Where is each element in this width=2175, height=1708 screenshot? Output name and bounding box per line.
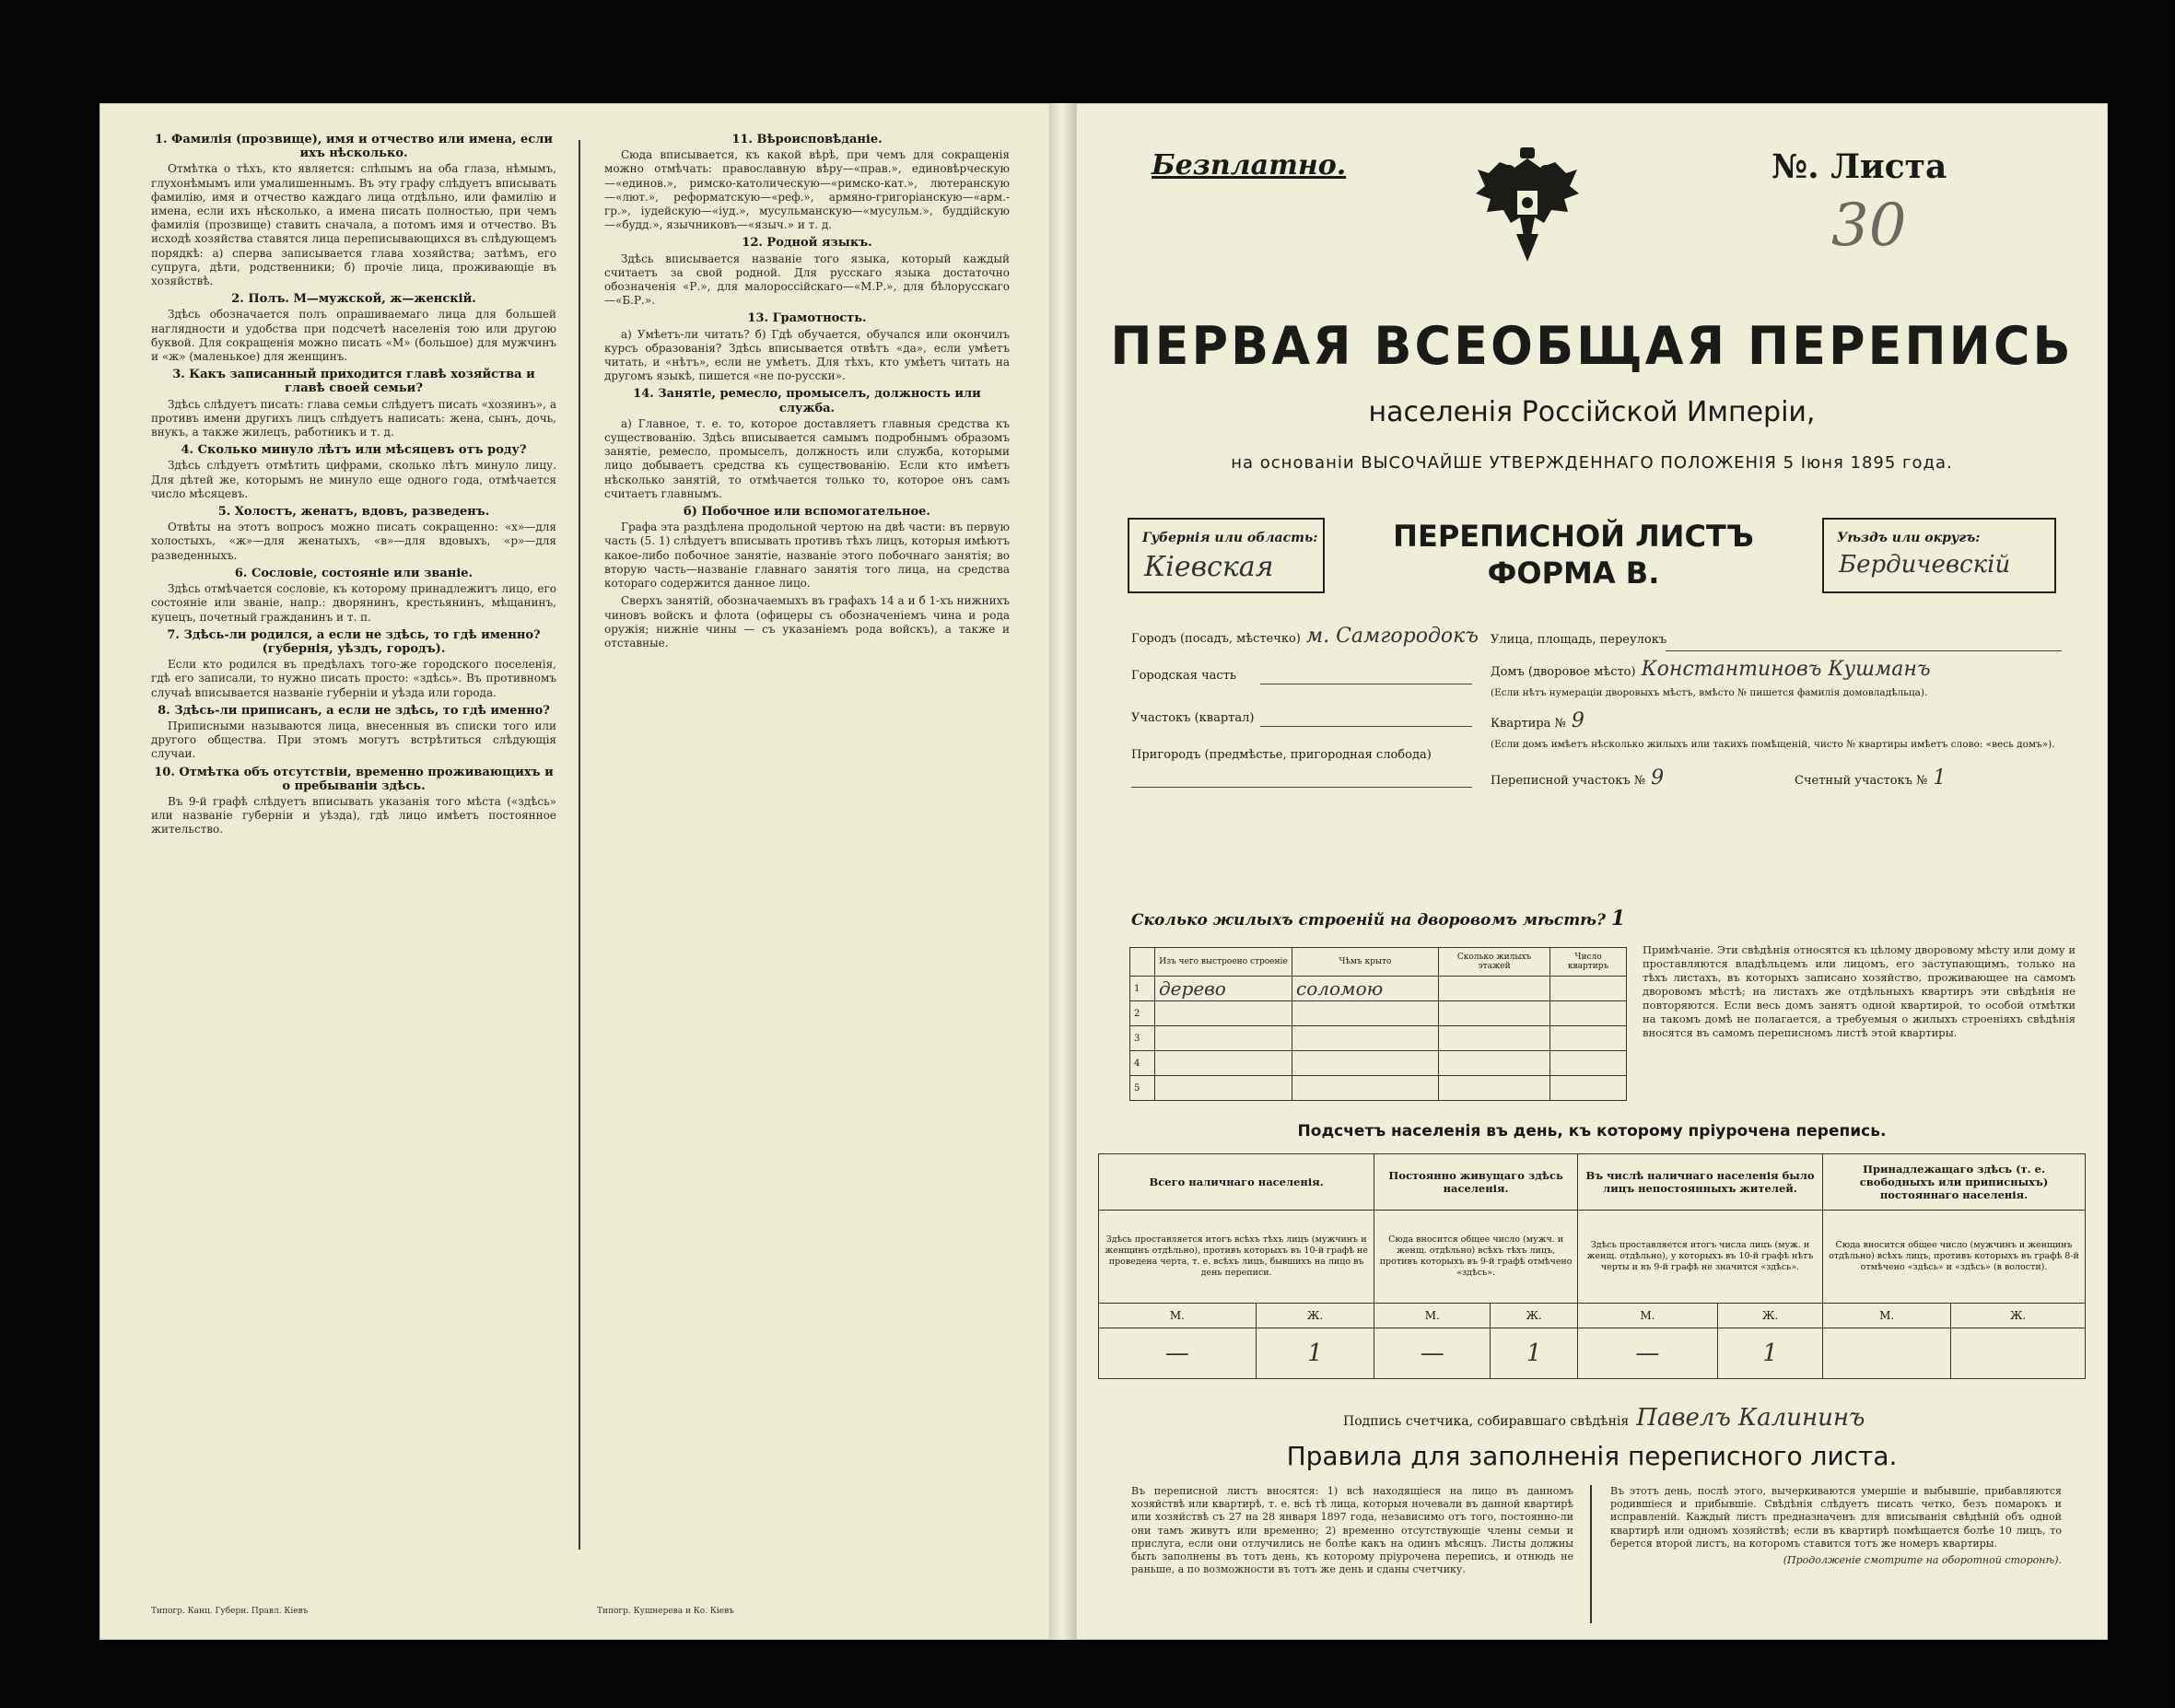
count-value-cell[interactable] — [1823, 1328, 1951, 1379]
right-section-extra — [604, 594, 1010, 650]
male-header: М. — [1577, 1304, 1717, 1328]
table-header-number — [1130, 948, 1155, 977]
apartments-cell[interactable] — [1550, 977, 1627, 1001]
section-text: Здѣсь отмѣчается сословіе, къ которому принадлежитъ лицо, его состояніе или званіе, напр.: дворянинъ, крестьянинъ, мѣщанинъ, купецъ, почетный гражданинъ и т. п. — [151, 582, 556, 624]
rules-text-right-body: Въ этотъ день, послѣ этого, вычеркиваются умершіе и выбывшіе, прибавляются родившіеся и прибывшіе. Свѣдѣнія слѣдуетъ писать четко, безъ помарокъ и исправленій. Каждый листъ предназначенъ для вписыванія свѣдѣній объ одной квартирѣ или одномъ хозяйствѣ; если въ квартирѣ помѣщается болѣе 10 лицъ, то берется второй листъ, на которомъ ставится тотъ же номеръ квартиры. — [1610, 1485, 2062, 1550]
signature-label: Подпись счетчика, собиравшаго свѣдѣнія — [1343, 1414, 1630, 1429]
left-section-4 — [151, 443, 556, 501]
section-title: 11. Вѣроисповѣданіе. — [731, 133, 883, 146]
roof-cell[interactable] — [1292, 1051, 1439, 1076]
table-row — [1130, 977, 1627, 1001]
right-page — [1076, 103, 2108, 1640]
roof-cell[interactable]: соломою — [1292, 977, 1439, 1001]
section-text: Здѣсь слѣдуетъ писать: глава семьи слѣдуетъ писать «хозяинъ», а противъ имени другихъ лицъ слѣдуетъ написать: жена, сынъ, дочь, внукъ, а также жилецъ, работникъ и т. д. — [151, 397, 556, 439]
rules-text-right — [1610, 1485, 2062, 1623]
apartments-cell[interactable] — [1550, 1026, 1627, 1051]
printer-imprint-left: Типогр. Канц. Губерн. Правл. Кіевъ — [151, 1607, 309, 1616]
count-value-cell[interactable]: 1 — [1717, 1328, 1822, 1379]
town-field[interactable] — [1131, 625, 1479, 648]
section-text: а) Умѣетъ-ли читать? б) Гдѣ обучается, обучался или окончилъ курсъ образованія? Здѣсь вписывается отвѣтъ «да», если умѣетъ читать, и «нѣтъ», если не умѣетъ. Для тѣхъ, кто умѣетъ читать на другомъ языкѣ, пишется «не по-русски». — [604, 327, 1010, 383]
rules-title: Правила для заполненія переписного листа. — [1286, 1441, 1898, 1471]
apartments-cell[interactable] — [1550, 1051, 1627, 1076]
section-text: Графа эта раздѣлена продольной чертою на двѣ части: въ первую часть (5. 1) слѣдуетъ вписывать противъ тѣхъ лицъ, которыя имѣютъ какое-либо побочное занятіе, названіе этого побочнаго занятія; во вторую часть—названіе главнаго занятія того лица, на средства котораго содержится данное лицо. — [604, 521, 1010, 591]
right-section-11 — [604, 133, 1010, 232]
count-header: Въ числѣ наличнаго населенія было лицъ непостоянныхъ жителей. — [1577, 1154, 1822, 1211]
rules-divider — [1590, 1485, 1592, 1623]
house-value: Константиновъ Кушманъ — [1641, 658, 1931, 681]
material-cell[interactable] — [1155, 1001, 1292, 1026]
apartment-label: Квартира № — [1491, 717, 1566, 731]
material-cell[interactable] — [1155, 1076, 1292, 1101]
table-header-row — [1130, 948, 1627, 977]
count-description: Сюда вносится общее число (мужч. и женщ. отдѣльно) всѣхъ тѣхъ лицъ, противъ которыхъ въ 9-й графѣ отмѣчено «здѣсь». — [1374, 1211, 1578, 1304]
sheet-number-value[interactable]: 30 — [1831, 192, 1907, 260]
left-section-10 — [151, 766, 556, 837]
count-description: Здѣсь проставляется итогъ числа лицъ (муж. и женщ. отдѣльно), у которыхъ въ 10-й графѣ нѣтъ черты и въ 9-й графѣ не значится «здѣсь». — [1577, 1211, 1822, 1304]
left-section-1 — [151, 133, 556, 288]
roof-cell[interactable] — [1292, 1026, 1439, 1051]
section-title: 12. Родной языкъ. — [742, 236, 872, 251]
row-number: 2 — [1130, 1001, 1155, 1026]
sheet-number-label: №. Листа — [1772, 147, 1947, 186]
census-area-field[interactable] — [1491, 766, 1664, 790]
section-title: б) Побочное или вспомогательное. — [684, 505, 930, 520]
signature-line — [1343, 1404, 1865, 1432]
left-column-instructions — [151, 129, 556, 1566]
right-section-12 — [604, 236, 1010, 308]
census-subtitle: населенія Россійской Имперіи, — [1368, 396, 1816, 428]
count-sex-row — [1099, 1304, 2086, 1328]
floors-cell[interactable] — [1439, 1001, 1550, 1026]
material-cell[interactable]: дерево — [1155, 977, 1292, 1001]
province-value[interactable]: Кіевская — [1144, 551, 1274, 583]
page-fold — [1050, 103, 1076, 1640]
street-label: Улица, площадь, переулокъ — [1491, 633, 1667, 647]
row-number: 5 — [1130, 1076, 1155, 1101]
town-value: м. Самгородокъ — [1305, 625, 1479, 648]
section-text: Отмѣтка о тѣхъ, кто является: слѣпымъ на оба глаза, нѣмымъ, глухонѣмымъ или умалишеннымъ. Въ эту графу слѣдуетъ вписывать фамилію, имя и отчество каждаго лица отдѣльно, или фамилію и имена, если ихъ нѣсколько, а имена писать полностью, при чемъ фамилія (прозвище) ставить сначала, а потомъ имя и отчество. Въ исходѣ хозяйства ставятся лица переписывающихся въ слѣдующемъ порядкѣ: а) сперва записывается глава хозяйства; затѣмъ, его супруга, дѣти, родственники; б) прочіе лица, проживающіе въ хозяйствѣ. — [151, 162, 556, 288]
apartments-cell[interactable] — [1550, 1076, 1627, 1101]
suburb-field[interactable] — [1131, 748, 1432, 762]
right-section-14 — [604, 387, 1010, 501]
count-value-cell[interactable]: — — [1099, 1328, 1257, 1379]
section-text: Если кто родился въ предѣлахъ того-же городского поселенія, гдѣ его записали, то нужно писать просто: «здѣсь». Въ противномъ случаѣ вписывается названіе губерніи и уѣзда или города. — [151, 658, 556, 699]
floors-cell[interactable] — [1439, 977, 1550, 1001]
section-title: 4. Сколько минуло лѣтъ или мѣсяцевъ отъ роду? — [181, 443, 527, 458]
count-header-row — [1099, 1154, 2086, 1211]
counting-area-field[interactable] — [1795, 766, 1946, 790]
row-number: 4 — [1130, 1051, 1155, 1076]
free-label: Безплатно. — [1152, 149, 1347, 181]
section-text: Здѣсь обозначается полъ опрашиваемаго лица для большей наглядности и удобства при подсчетѣ населенія тою или другою буквой. Для сокращенія можно писать «М» (большое) для мужчинъ и «ж» (маленькое) для женщинъ. — [151, 308, 556, 364]
section-title: 2. Полъ. М—мужской, ж—женскій. — [231, 292, 476, 307]
row-number: 1 — [1130, 977, 1155, 1001]
city-part-label: Городская часть — [1131, 669, 1236, 683]
rules-text-left: Въ переписной листъ вносятся: 1) всѣ находящіеся на лицо въ данномъ хозяйствѣ или квартирѣ, т. е. всѣ тѣ лица, которыя ночевали въ данной квартирѣ или хозяйствѣ съ 27 на 28 января 1897 года, независимо отъ того, постоянно-ли они тамъ живутъ или временно; 2) временно отсутствующіе члены семьи и прислуга, если они отлучились не болѣе какъ на одинъ мѣсяцъ. Листы должны быть заполнены въ тотъ день, къ которому пріурочена перепись, и отнюдь не раньше, а по возможности въ тотъ же день и сданы счетчику. — [1131, 1485, 1573, 1576]
male-header: М. — [1099, 1304, 1257, 1328]
suburb-label: Пригородъ (предмѣстье, пригородная слобода) — [1131, 748, 1432, 762]
census-title: ПЕРВАЯ ВСЕОБЩАЯ ПЕРЕПИСЬ — [1110, 315, 2074, 377]
table-row — [1130, 1001, 1627, 1026]
house-label: Домъ (дворовое мѣсто) — [1491, 665, 1636, 679]
district-value[interactable]: Бердичевскій — [1839, 551, 2011, 579]
left-section-5 — [151, 505, 556, 563]
male-header: М. — [1823, 1304, 1951, 1328]
material-cell[interactable] — [1155, 1051, 1292, 1076]
street-rule — [1666, 650, 2062, 651]
section-title: 5. Холостъ, женатъ, вдовъ, разведенъ. — [217, 505, 490, 520]
count-header: Всего наличнаго населенія. — [1099, 1154, 1374, 1211]
left-section-2 — [151, 292, 556, 364]
count-value-cell[interactable] — [1951, 1328, 2086, 1379]
right-section-13 — [604, 311, 1010, 383]
street-field[interactable] — [1491, 633, 1666, 647]
suburb-rule — [1131, 787, 1472, 788]
left-page — [99, 103, 1050, 1640]
district-label: Уѣздъ или округъ: — [1837, 531, 1981, 545]
section-title: 13. Грамотность. — [747, 311, 867, 326]
apartment-field[interactable] — [1491, 709, 1584, 732]
roof-cell[interactable] — [1292, 1076, 1439, 1101]
form-title-line-1: ПЕРЕПИСНОЙ ЛИСТЪ — [1393, 519, 1754, 554]
count-header: Постоянно живущаго здѣсь населенія. — [1374, 1154, 1578, 1211]
form-title-line-2: ФОРМА В. — [1487, 556, 1660, 591]
apartment-note: (Если домъ имѣетъ нѣсколько жилыхъ или такихъ помѣщеній, чисто № квартиры имѣетъ слово: «весь домъ»). — [1491, 739, 2055, 750]
count-value-cell[interactable]: — — [1374, 1328, 1491, 1379]
house-field[interactable] — [1491, 658, 1931, 681]
count-value-cell[interactable]: 1 — [1491, 1328, 1578, 1379]
buildings-question-text: Сколько жилыхъ строеній на дворовомъ мѣстѣ? — [1131, 911, 1606, 930]
buildings-answer[interactable]: 1 — [1610, 907, 1626, 930]
form-title — [1325, 518, 1822, 591]
apartment-value: 9 — [1571, 709, 1584, 732]
city-part-field[interactable] — [1131, 669, 1236, 683]
female-header: Ж. — [1717, 1304, 1822, 1328]
census-area-label: Переписной участокъ № — [1491, 774, 1646, 788]
section-text: Сверхъ занятій, обозначаемыхъ въ графахъ 14 а и б 1-хъ нижнихъ чиновъ войскъ и флота (офицеры съ обозначеніемъ чина и рода оружія; нижніе чины — съ указаніемъ рода войскъ), а также и отставные. — [604, 594, 1010, 649]
section-title: 7. Здѣсь-ли родился, а если не здѣсь, то гдѣ именно? (губернія, уѣздъ, городъ). — [167, 627, 541, 656]
section-text: Отвѣты на этотъ вопросъ можно писать сокращенно: «х»—для холостыхъ, «ж»—для женатыхъ, «в»—для вдовыхъ, «р»—для разведенныхъ. — [151, 521, 556, 562]
table-header: Чѣмъ крыто — [1292, 948, 1439, 977]
female-header: Ж. — [1491, 1304, 1578, 1328]
left-section-6 — [151, 567, 556, 625]
left-section-8 — [151, 704, 556, 762]
table-header: Сколько жилыхъ этажей — [1439, 948, 1550, 977]
count-header: Принадлежащаго здѣсь (т. е. свободныхъ или приписныхъ) постояннаго населенія. — [1823, 1154, 2086, 1211]
section-text: а) Главное, т. е. то, которое доставляетъ главныя средства къ существованію. Здѣсь вписывается самымъ подробнымъ образомъ занятіе, ремесло, промыселъ, должность или служба, которыми лицо добываетъ средства къ существованію. Если кто имѣетъ нѣсколько занятій, то отмѣчается только то, которое онъ самъ считаетъ главнымъ. — [604, 416, 1010, 500]
house-note: (Если нѣтъ нумераціи дворовыхъ мѣстъ, вмѣсто № пишется фамилія домовладѣльца). — [1491, 687, 1928, 698]
section-label: Участокъ (квартал) — [1131, 711, 1255, 725]
apartments-cell[interactable] — [1550, 1001, 1627, 1026]
buildings-question — [1131, 907, 1625, 930]
table-header: Изъ чего выстроено строеніе — [1155, 948, 1292, 977]
male-header: М. — [1374, 1304, 1491, 1328]
population-count-table — [1098, 1153, 2086, 1379]
section-text: Въ 9-й графѣ слѣдуетъ вписывать указанія того мѣста («здѣсь» или названіе губерніи и уѣзда), гдѣ лицо имѣетъ постоянное жительство. — [151, 794, 556, 836]
section-text: Здѣсь вписывается названіе того языка, который каждый считаетъ за свой родной. Для русскаго языка достаточно обозначенія «Р.», для малороссійскаго—«М.Р.», для бѣлорусскаго—«Б.Р.». — [604, 252, 1010, 308]
count-description-row — [1099, 1211, 2086, 1304]
section-title: 1. Фамилія (прозвище), имя и отчество или имена, если ихъ нѣсколько. — [154, 133, 554, 161]
signature-value[interactable]: Павелъ Калининъ — [1636, 1404, 1865, 1432]
section-text: Здѣсь слѣдуетъ отмѣтить цифрами, сколько лѣтъ минуло лицу. Для дѣтей же, которымъ не минуло еще одного года, отмѣчается число мѣсяцевъ. — [151, 459, 556, 500]
section-text: Сюда вписывается, къ какой вѣрѣ, при чемъ для сокращенія можно отмѣчать: православную вѣру—«прав.», единовѣрческую—«единов.», римско-католическую—«римско-кат.», лютеранскую—«лют.», реформатскую—«реф.», армяно-григоріанскую—«арм.-гр.», іудейскую—«іуд.», мусульманскую—«мусульм.», буддійскую—«будд.», язычниковъ—«языч.» и т. д. — [604, 148, 1010, 232]
female-header: Ж. — [1256, 1304, 1374, 1328]
floors-cell[interactable] — [1439, 1026, 1550, 1051]
section-title: 6. Сословіе, состояніе или званіе. — [234, 566, 474, 580]
floors-cell[interactable] — [1439, 1051, 1550, 1076]
counting-area-label: Счетный участокъ № — [1795, 774, 1928, 788]
buildings-note: Примѣчаніе. Эти свѣдѣнія относятся къ цѣлому дворовому мѣсту или дому и проставляются владѣльцемъ или лицомъ, его заступающимъ, только на тѣхъ листахъ, въ которыхъ записано хозяйство, проживающее на самомъ дворовомъ мѣстѣ; на листахъ же отдѣльныхъ квартиръ эти свѣдѣнія не повторяются. Если весь домъ занятъ одной квартирой, то особой отмѣтки на такомъ домѣ не полагается, а требуемыя о жилыхъ строеніяхъ свѣдѣнія вносятся въ самомъ переписномъ листѣ этой квартиры. — [1643, 943, 2076, 1039]
province-box — [1128, 518, 1325, 593]
table-row — [1130, 1076, 1627, 1101]
count-value-cell[interactable]: — — [1577, 1328, 1717, 1379]
section-title: 8. Здѣсь-ли приписанъ, а если не здѣсь, то гдѣ именно? — [158, 703, 550, 718]
material-cell[interactable] — [1155, 1026, 1292, 1051]
right-section-14b — [604, 505, 1010, 591]
floors-cell[interactable] — [1439, 1076, 1550, 1101]
table-row — [1130, 1026, 1627, 1051]
buildings-table — [1129, 947, 1627, 1101]
rules-footnote: (Продолженіе смотрите на оборотной сторонѣ). — [1783, 1554, 2062, 1567]
census-area-value: 9 — [1651, 766, 1665, 790]
left-section-7 — [151, 628, 556, 700]
counting-area-value: 1 — [1933, 766, 1947, 790]
population-count-title: Подсчетъ населенія въ день, къ которому пріурочена перепись. — [1297, 1122, 1887, 1141]
section-field[interactable] — [1131, 711, 1254, 725]
province-label: Губернія или область: — [1142, 531, 1318, 545]
table-row — [1130, 1051, 1627, 1076]
count-description: Сюда вносится общее число (мужчинъ и женщинъ отдѣльно) всѣхъ лицъ, противъ которыхъ въ графѣ 8-й отмѣчено «здѣсь» и «здѣсь» (в волости). — [1823, 1211, 2086, 1304]
column-divider — [579, 140, 580, 1550]
section-title: 10. Отмѣтка объ отсутствіи, временно проживающихъ и о пребываніи здѣсь. — [154, 765, 554, 793]
town-label: Городъ (посадъ, мѣстечко) — [1131, 632, 1301, 646]
row-number: 3 — [1130, 1026, 1155, 1051]
section-text: Приписными называются лица, внесенныя въ списки того или другого общества. При этомъ могутъ встрѣтиться слѣдующія случаи. — [151, 719, 556, 761]
table-header: Число квартиръ — [1550, 948, 1627, 977]
count-value-row — [1099, 1328, 2086, 1379]
census-basis: на основаніи ВЫСОЧАЙШЕ УТВЕРЖДЕННАГО ПОЛОЖЕНІЯ 5 Іюня 1895 года. — [1231, 453, 1953, 473]
printer-imprint-right: Типогр. Кушнерева и Ко. Кіевъ — [597, 1607, 734, 1616]
double-headed-eagle-icon — [1472, 146, 1583, 265]
section-title: 3. Какъ записанный приходится главѣ хозяйства и главѣ своей семьи? — [172, 368, 535, 396]
right-column-instructions — [604, 129, 1010, 1566]
count-value-cell[interactable]: 1 — [1256, 1328, 1374, 1379]
district-box — [1822, 518, 2056, 593]
count-description: Здѣсь проставляется итогъ всѣхъ тѣхъ лицъ (мужчинъ и женщинъ отдѣльно), противъ которыхъ въ 10-й графѣ не проведена черта, т. е. всѣхъ лицъ, бывшихъ на лицо въ день переписи. — [1099, 1211, 1374, 1304]
roof-cell[interactable] — [1292, 1001, 1439, 1026]
section-rule — [1260, 726, 1472, 727]
section-title: 14. Занятіе, ремесло, промыселъ, должность или служба. — [633, 387, 981, 415]
left-section-3 — [151, 368, 556, 439]
female-header: Ж. — [1951, 1304, 2086, 1328]
